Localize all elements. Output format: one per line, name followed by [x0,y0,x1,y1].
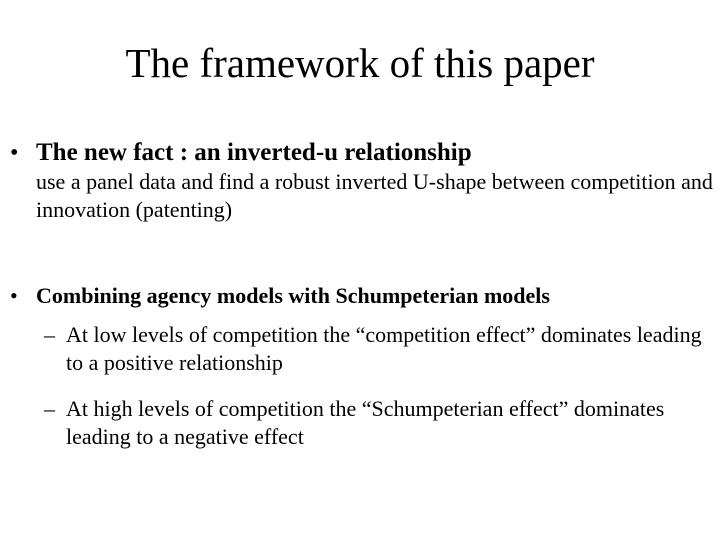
bullet-body [36,281,720,311]
sub-bullet-text: At high levels of competition the “Schumpeterian effect” dominates leading to a negative effect [66,396,665,449]
bullet-heading: Combining agency models with Schumpeterian models [36,283,550,308]
bullet-marker: • [10,283,18,308]
slide-title: The framework of this paper [125,40,595,86]
sub-bullet-marker: – [44,396,55,421]
bullet-heading: The new fact : an inverted-u relationship [36,139,472,166]
sub-bullet-marker: – [44,322,55,347]
bullet-marker: • [10,140,19,166]
bullet-body [36,138,720,224]
sub-bullet-text: At low levels of competition the “competition effect” dominates leading to a positive relationship [66,322,702,375]
bullet-text: use a panel data and find a robust inverted U-shape between competition and innovation (patenting) [36,169,713,222]
